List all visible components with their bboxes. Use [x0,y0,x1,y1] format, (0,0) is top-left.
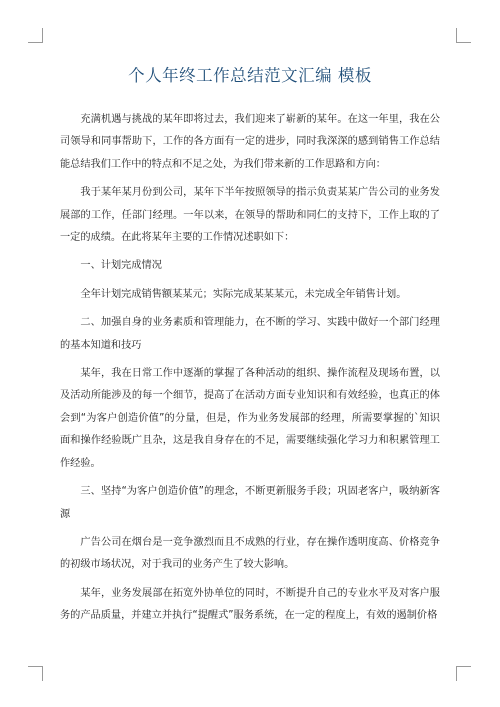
section-heading-2: 二、加强自身的业务素质和管理能力，在不断的学习、实践中做好一个部门经理的基本知道和技巧 [60,317,440,351]
document-title: 个人年终工作总结范文汇编 模板 [128,66,372,85]
crop-mark-top-right [456,28,471,43]
document-body [60,109,440,634]
paragraph-market: 广告公司在烟台是一竞争激烈而且不成熟的行业，存在操作透明度高、价格竞争的初级市场状况，对于我司的业务产生了较大影响。 [60,536,440,571]
crop-mark-bottom-right [456,666,471,681]
crop-mark-top-left [28,28,43,43]
crop-mark-bottom-left [28,666,43,681]
paragraph-intro: 充满机遇与挑战的某年即将过去，我们迎来了崭新的某年。在这一年里，我在公司领导和同事帮助下，工作的各方面有一定的进步，同时我深深的感到销售工作总结能总结我们工作中的特点和不足之处，为我们带来新的工作思路和方向： [60,114,440,170]
paragraph-service: 某年，业务发展部在拓宽外协单位的同时，不断提升自己的专业水平及对客户服务的产品质量，并建立并执行“提醒式”服务系统，在一定的程度上，有效的遏制价格 [60,587,440,622]
paragraph-overview: 我于某年某月份到公司，某年下半年按照领导的指示负责某某广告公司的业务发展部的工作，任部门经理。一年以来，在领导的帮助和同仁的支持下，工作上取的了一定的成绩。在此将某年主要的工作情况述职如下： [60,187,440,244]
paragraph-skills: 某年，我在日常工作中逐渐的掌握了各种活动的组织、操作流程及现场布置，以及活动所能涉及的每一个细节，提高了在活动方面专业知识和有效经验，也真正的体会到“为客户创造价值”的分量，但是，作为业务发展部的经理，所需要掌握的`知识面和操作经验既广且杂，这是我自身存在的不足，需要继续强化学习力和积累管理工作经验。 [60,368,440,469]
paragraph-plan: 全年计划完成销售额某某元；实际完成某某某元，未完成全年销售计划。 [80,288,407,300]
section-heading-1: 一、计划完成情况 [80,260,162,272]
section-heading-3: 三、坚持“为客户创造价值”的理念，不断更新服务手段；巩固老客户，吸纳新客源 [60,486,440,520]
